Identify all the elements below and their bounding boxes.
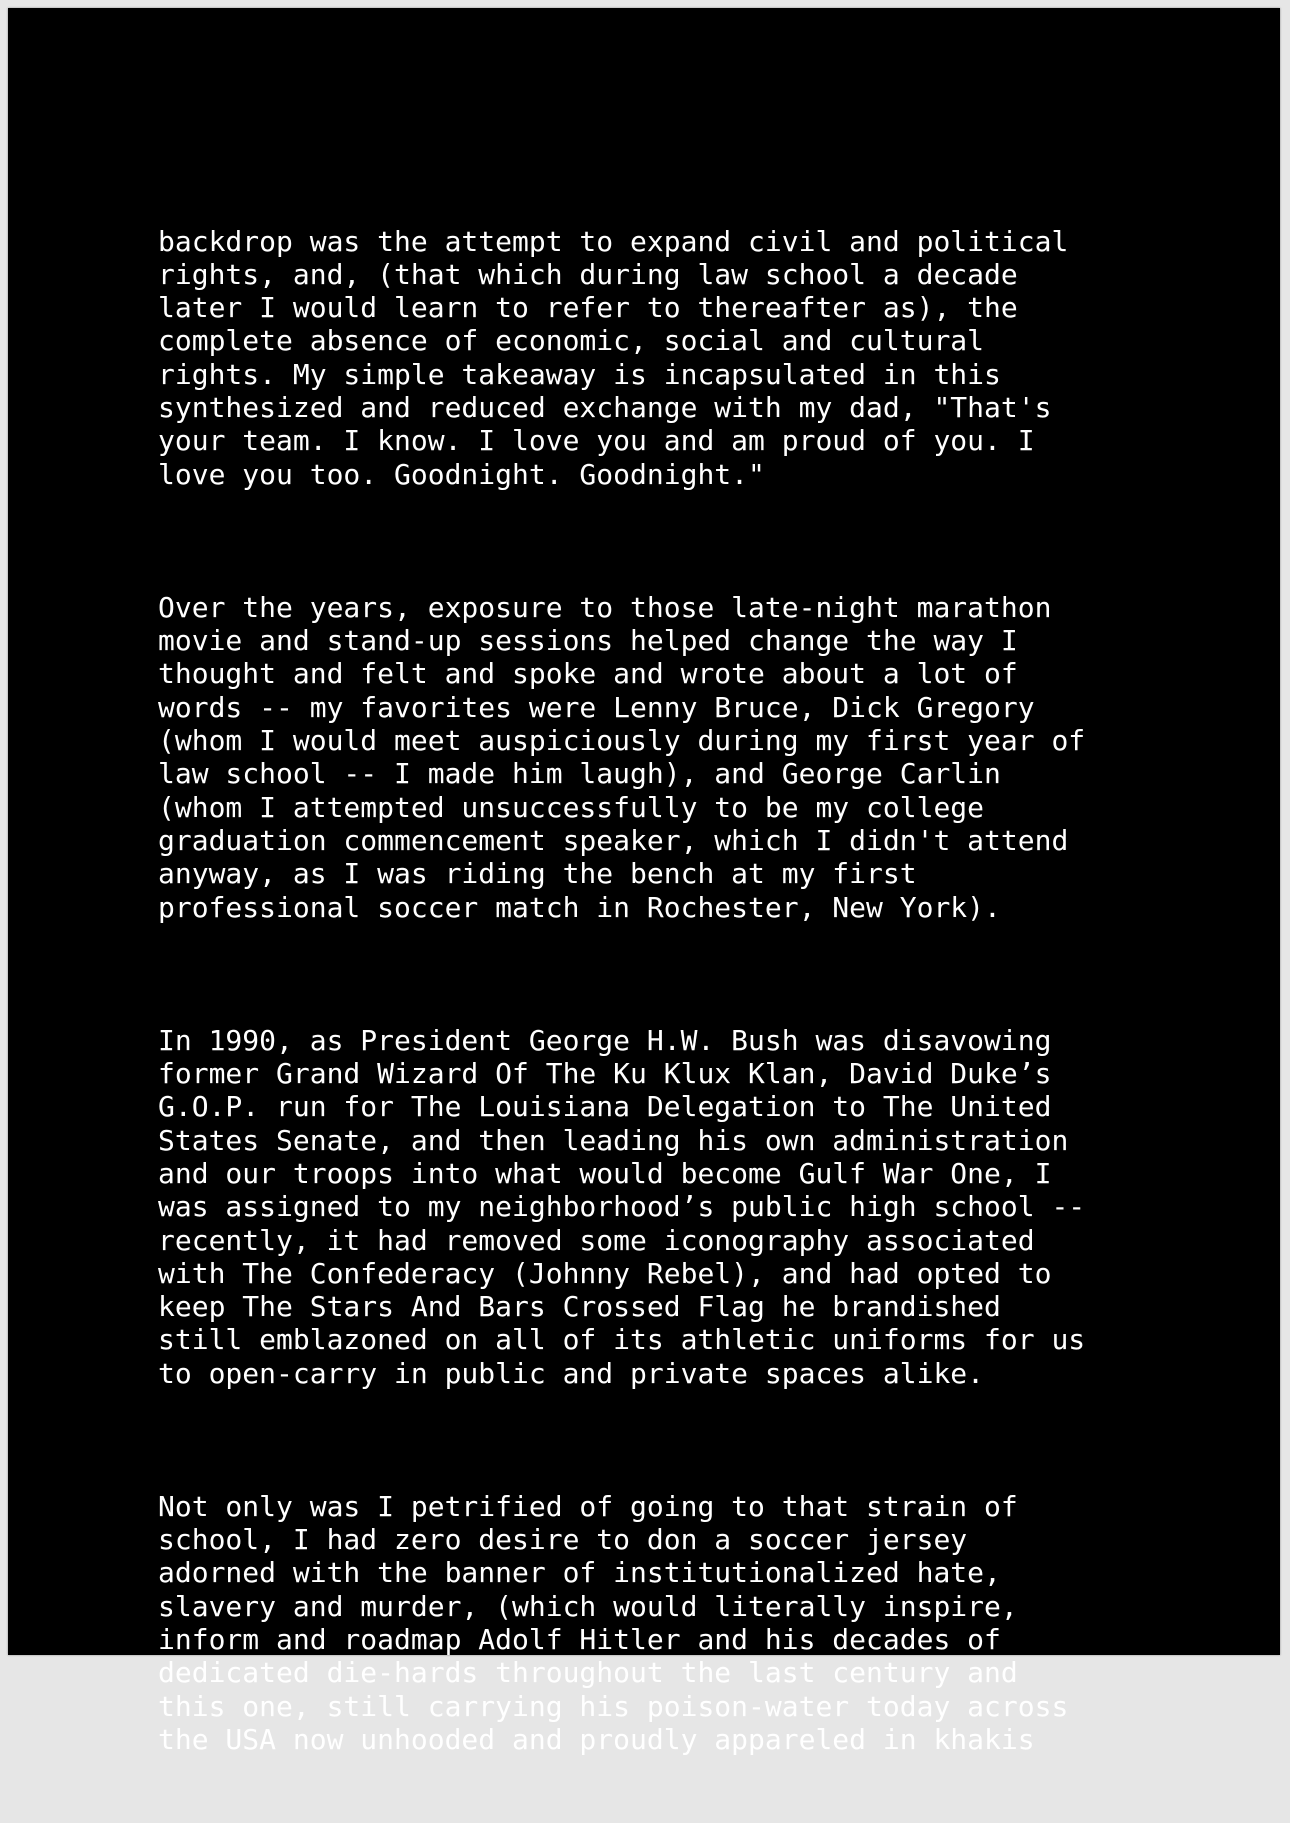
paragraph-3: In 1990, as President George H.W. Bush was disavowing former Grand Wizard Of The Ku Klux Klan, David Duke’s G.O.P. run for The Louisiana Delegation to The United States Senate, and then leading his own administration and our troops into what would become Gulf War One, I was assigned to my neighborhood’s public high school -- recently, it had removed some iconography associated with The Confederacy (Johnny Rebel), and had opted to keep The Stars And Bars Crossed Flag he brandished still emblazoned on all of its athletic uniforms for us to open-carry in public and private spaces alike. <box>158 1023 1086 1390</box>
document-page <box>8 8 1280 1756</box>
paragraph-2: Over the years, exposure to those late-night marathon movie and stand-up sessions helped change the way I thought and felt and spoke and wrote about a lot of words -- my favorites were Lenny Bruce, Dick Gregory (whom I would meet auspiciously during my first year of law school -- I made him laugh), and George Carlin (whom I attempted unsuccessfully to be my college graduation commencement speaker, which I didn't attend anyway, as I was riding the bench at my first professional soccer match in Rochester, New York). <box>158 590 1086 924</box>
paragraph-1: backdrop was the attempt to expand civil and political rights, and, (that which during law school a decade later I would learn to refer to thereafter as), the complete absence of economic, social and cultural rights. My simple takeaway is incapsulated in this synthesized and reduced exchange with my dad, "That's your team. I know. I love you and am proud of you. I love you too. Goodnight. Goodnight." <box>158 224 1069 491</box>
document-body <box>158 158 1168 1823</box>
paragraph-4: Not only was I petrified of going to that strain of school, I had zero desire to don a soccer jersey adorned with the banner of institutionalized hate, slavery and murder, (which would literally inspire, inform and roadmap Adolf Hitler and his decades of dedicated die-hards throughout the last century and this one, still carrying his poison-water today across the USA now unhooded and proudly appareled in khakis <box>158 1489 1069 1756</box>
